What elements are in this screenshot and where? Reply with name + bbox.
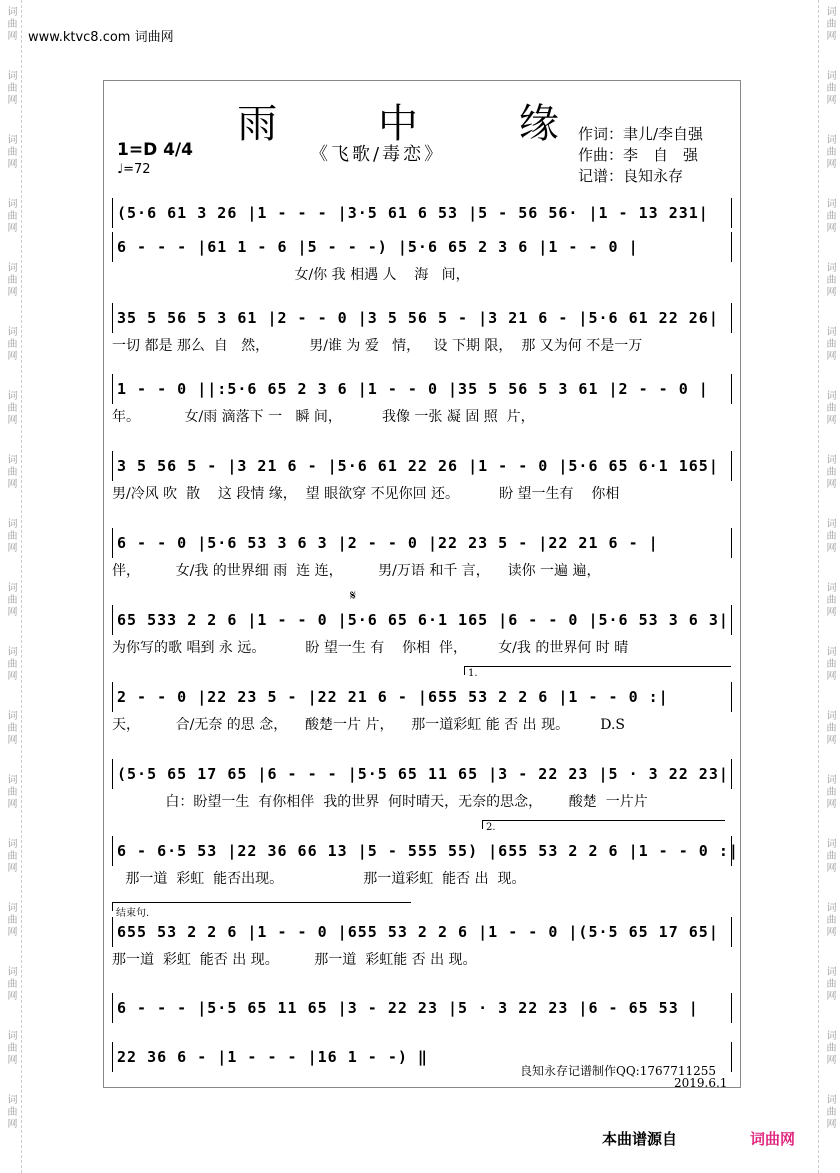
song-subtitle: 《飞歌/毒恋》 <box>310 144 446 165</box>
ending-bracket <box>112 902 411 911</box>
key-signature: 1=D 4/4 <box>117 140 193 160</box>
transcription-credit: 良知永存记谱制作QQ:1767711255 <box>520 1064 717 1078</box>
site-url-label[interactable]: www.ktvc8.com 词曲网 <box>28 30 174 45</box>
volta-2-bracket <box>482 820 725 829</box>
notation-line: 65 533 2 2 6 |1 - - 0 |5·6 65 6·1 165 |6 - - 0 |5·6 53 3 6 3| <box>112 605 732 635</box>
notation-line: 35 5 56 5 3 61 |2 - - 0 |3 5 56 5 - |3 21 6 - |5·6 61 22 26| <box>112 303 732 333</box>
lyrics-line: 那一道 彩虹 能否出现。 那一道彩虹 能否 出 现。 <box>112 871 526 887</box>
lyrics-line: 那一道 彩虹 能否 出 现。 那一道 彩虹能 否 出 现。 <box>112 952 477 968</box>
lyrics-line: 男/冷风 吹 散 这 段情 缘， 望 眼欲穿 不见你回 还。 盼 望一生有 你相 <box>112 486 620 502</box>
lyrics-line: 伴， 女/我 的世界细 雨 连 连， 男/万语 和千 言， 读你 一遍 遍， <box>112 563 601 579</box>
volta-1-bracket <box>464 666 731 675</box>
transcriber-credit: 记谱：良知永存 <box>578 167 684 185</box>
composer-credit: 作曲：李 自 强 <box>578 146 699 164</box>
lyrics-line: 一切 都是 那么 自 然， 男/谁 为 爱 情， 设 下期 限， 那 又为何 不是一万 <box>112 338 643 354</box>
lyrics-line: 为你写的歌 唱到 永 远。 盼 望一生 有 你相 伴， 女/我 的世界何 时 晴 <box>112 640 629 656</box>
lyrics-line: 天， 合/无奈 的思 念， 酸楚一片 片， 那一道彩虹 能 否 出 现。 D.S <box>112 717 625 733</box>
notation-line: 6 - - 0 |5·6 53 3 6 3 |2 - - 0 |22 23 5 - |22 21 6 - | <box>112 528 732 558</box>
notation-line: 3 5 56 5 - |3 21 6 - |5·6 61 22 26 |1 - - 0 |5·6 65 6·1 165| <box>112 451 732 481</box>
lyricist-credit: 作词：聿儿/李自强 <box>578 125 704 143</box>
notation-line: (5·6 61 3 26 |1 - - - |3·5 61 6 53 |5 - 56 56· |1 - 13 231| <box>112 198 732 228</box>
left-watermark-strip: 词曲网 词曲网 词曲网 词曲网 词曲网 词曲网 词曲网 词曲网 词曲网 词曲网 词曲网 词曲网 词曲网 词曲网 词曲网 词曲网 词曲网 词曲网 <box>0 0 22 1173</box>
notation-line: 2 - - 0 |22 23 5 - |22 21 6 - |655 53 2 2 6 |1 - - 0 :| <box>112 682 732 712</box>
song-credits <box>578 124 703 187</box>
notation-line: 6 - - - |61 1 - 6 |5 - - -) |5·6 65 2 3 6 |1 - - 0 | <box>112 232 732 262</box>
brand-logo[interactable]: 词曲网 <box>750 1130 796 1148</box>
notation-line: 1 - - 0 ||:5·6 65 2 3 6 |1 - - 0 |35 5 56 5 3 61 |2 - - 0 | <box>112 374 732 404</box>
notation-line: 6 - 6·5 53 |22 36 66 13 |5 - 555 55) |655 53 2 2 6 |1 - - 0 :| <box>112 836 732 866</box>
notation-line: 655 53 2 2 6 |1 - - 0 |655 53 2 2 6 |1 - - 0 |(5·5 65 17 65| <box>112 917 732 947</box>
volta-1-mark: 1. <box>468 668 478 679</box>
source-label: 本曲谱源自 <box>602 1130 678 1148</box>
lyrics-line: 年。 女/雨 滴落下 一 瞬 间， 我像 一张 凝 固 照 片， <box>112 409 535 425</box>
ending-mark: 结束句. <box>116 908 150 919</box>
right-watermark-strip: 词曲网 词曲网 词曲网 词曲网 词曲网 词曲网 词曲网 词曲网 词曲网 词曲网 词曲网 词曲网 词曲网 词曲网 词曲网 词曲网 词曲网 词曲网 <box>818 0 840 1173</box>
lyrics-line: 女/你 我 相遇 人 海 间， <box>112 267 470 283</box>
tempo-marking: ♩=72 <box>117 162 151 177</box>
notation-line: 22 36 6 - |1 - - - |16 1 - -) ‖ <box>112 1042 732 1072</box>
transcription-date: 2019.6.1 <box>674 1076 728 1090</box>
segno-mark: 𝄋 <box>350 588 357 604</box>
lyrics-line: 白：盼望一生 有你相伴 我的世界 何时晴天，无奈的思念， 酸楚 一片片 <box>112 794 648 810</box>
song-title: 雨 中 缘 <box>237 101 603 147</box>
notation-line: (5·5 65 17 65 |6 - - - |5·5 65 11 65 |3 - 22 23 |5 · 3 22 23| <box>112 759 732 789</box>
volta-2-mark: 2. <box>486 822 496 833</box>
notation-line: 6 - - - |5·5 65 11 65 |3 - 22 23 |5 · 3 22 23 |6 - 65 53 | <box>112 993 732 1023</box>
